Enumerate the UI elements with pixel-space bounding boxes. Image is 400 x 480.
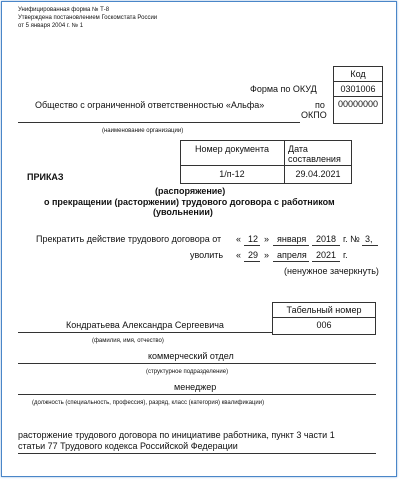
terminate-day: 12	[248, 234, 259, 244]
dismiss-year: 2021	[316, 250, 337, 260]
dismiss-g-label: г.	[343, 250, 348, 260]
okpo-value-cell: 00000000	[333, 96, 383, 124]
okpo-label-2: ОКПО	[301, 110, 327, 120]
doc-table-divider-h	[180, 165, 352, 166]
terminate-number-label: г. №	[343, 234, 360, 244]
terminate-quote-close: »	[264, 234, 270, 244]
okud-value-cell: 0301006	[333, 81, 383, 97]
order-about-line2: (увольнении)	[153, 207, 213, 217]
dismiss-label: уволить	[190, 250, 224, 260]
terminate-number: 3,	[365, 234, 373, 244]
okud-label: Форма по ОКУД	[250, 84, 317, 94]
order-title: ПРИКАЗ	[27, 172, 64, 182]
terminate-month: января	[277, 234, 307, 244]
dismiss-month: апреля	[277, 250, 307, 260]
tab-number-value: 006	[316, 320, 332, 330]
basis-line2: статьи 77 Трудового кодекса Российской Федерации	[18, 441, 238, 451]
organization-name: Общество с ограниченной ответственностью «Альфа»	[35, 100, 265, 110]
employee-name-caption: (фамилия, имя, отчество)	[92, 338, 164, 344]
employee-name: Кондратьева Александра Сергеевича	[66, 320, 224, 330]
organization-caption: (наименование организации)	[102, 128, 184, 134]
form-header-line2: Утверждена постановлением Госкомстата России	[18, 15, 158, 21]
strike-through-note: (ненужное зачеркнуть)	[284, 266, 379, 276]
dismiss-quote-close: »	[264, 250, 270, 260]
position-caption: (должность (специальность, профессия), разряд, класс (категория) квалификации)	[32, 400, 265, 406]
okpo-label-1: по	[315, 100, 325, 110]
terminate-label: Прекратить действие трудового договора от	[36, 234, 222, 244]
code-header-cell: Код	[333, 66, 383, 82]
basis-underline	[18, 453, 376, 454]
organization-line	[18, 122, 300, 123]
form-header-line1: Унифицированная форма № Т-8	[18, 7, 110, 13]
basis-line1: расторжение трудового договора по инициативе работника, пункт 3 части 1	[18, 430, 335, 440]
terminate-year: 2018	[316, 234, 337, 244]
department-caption: (структурное подразделение)	[146, 369, 229, 375]
terminate-day-line	[244, 245, 260, 246]
doc-date-header-1: Дата	[288, 144, 308, 154]
tab-number-header: Табельный номер	[286, 305, 362, 315]
doc-number-value: 1/п-12	[219, 169, 245, 179]
doc-number-header: Номер документа	[194, 144, 270, 154]
department-line	[18, 363, 376, 364]
dismiss-day-line	[244, 261, 260, 262]
dismiss-year-line	[312, 261, 340, 262]
dismiss-month-line	[273, 261, 309, 262]
position-name: менеджер	[174, 382, 217, 392]
doc-date-header-2: составления	[288, 154, 341, 164]
order-subtitle: (распоряжение)	[155, 186, 226, 196]
dismiss-day: 29	[248, 250, 259, 260]
terminate-year-line	[312, 245, 340, 246]
terminate-month-line	[273, 245, 309, 246]
form-header-line3: от 5 января 2004 г. № 1	[18, 23, 84, 29]
employee-name-line	[18, 332, 272, 333]
terminate-quote-open: «	[236, 234, 242, 244]
position-line	[18, 394, 376, 395]
dismiss-quote-open: «	[236, 250, 242, 260]
order-about-line1: о прекращении (расторжении) трудового договора с работником	[44, 197, 335, 207]
terminate-number-line	[362, 245, 378, 246]
department-name: коммерческий отдел	[148, 351, 234, 361]
doc-date-value: 29.04.2021	[295, 169, 341, 179]
tab-number-divider	[272, 317, 376, 318]
